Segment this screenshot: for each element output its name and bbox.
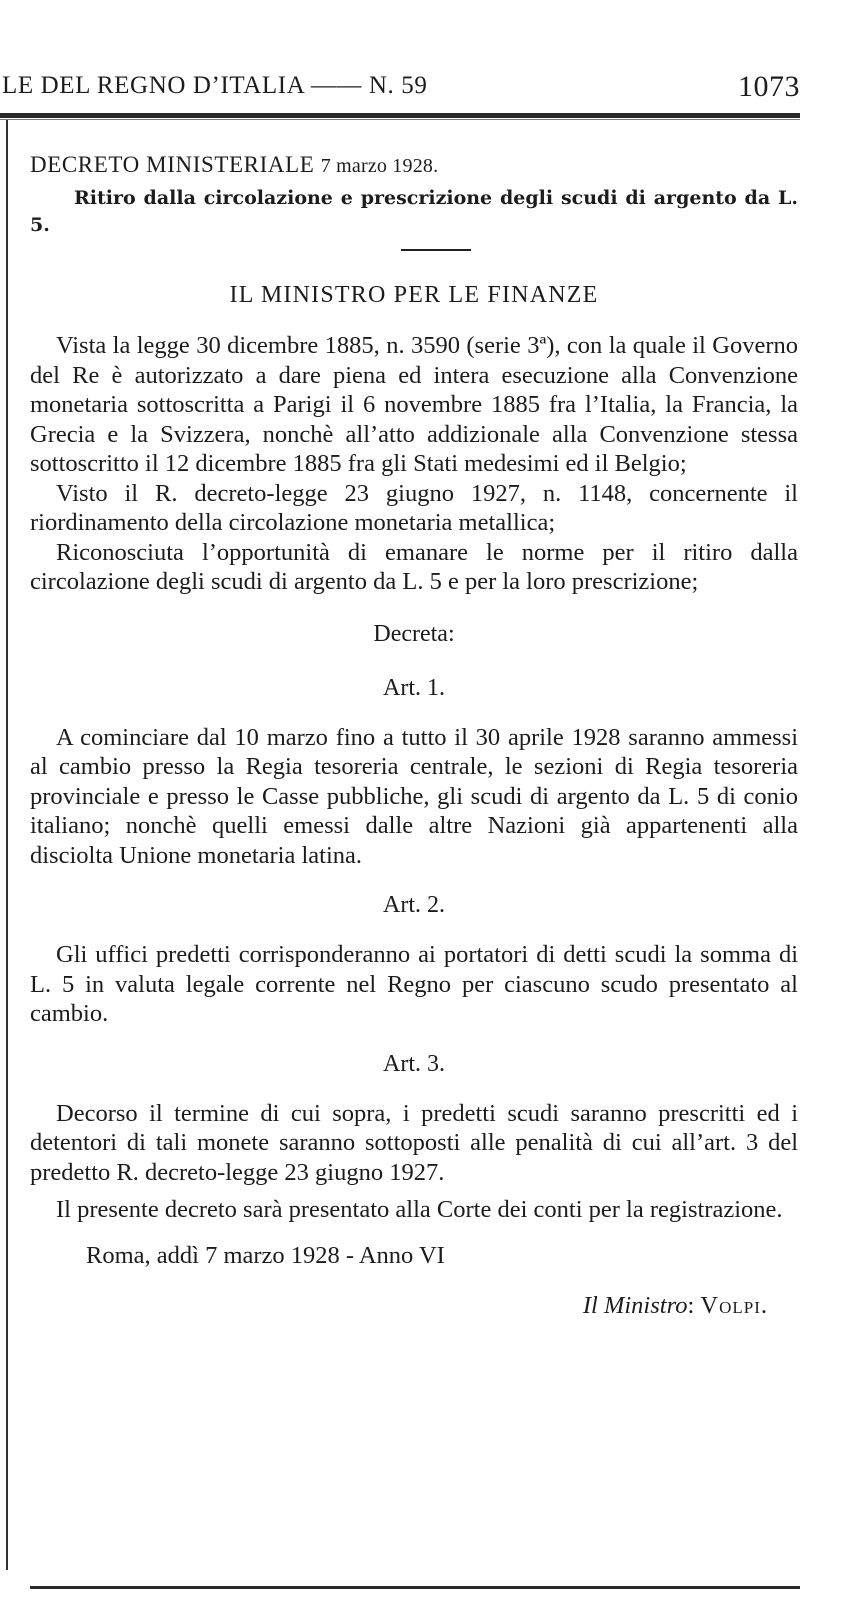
signatory-role: Il Ministro xyxy=(582,1291,688,1319)
issuing-authority: IL MINISTRO PER LE FINANZE xyxy=(229,282,599,308)
preamble-paragraph: Vista la legge 30 dicembre 1885, n. 3590 (serie 3ª), con la quale il Governo del Re è autorizzato a dare piena ed intera esecuzione alla Convenzione monetaria sottoscritta a Parigi il 6 novembre 1885 fra l’Italia, la Francia, la Grecia e la Svizzera, nonchè all’atto addizionale alla Convenzione stessa sottoscritto il 12 dicembre 1885 fra gli Stati medesimi ed il Belgio; xyxy=(30,332,798,477)
preamble-paragraph: Riconosciuta l’opportunità di emanare le norme per il ritiro dalla circolazione degli scudi di argento da L. 5 e per la loro prescrizione; xyxy=(30,538,798,595)
article-heading: Art. 2. xyxy=(383,892,445,918)
article-text: Decorso il termine di cui sopra, i predetti scudi saranno prescritti ed i detentori di tali monete saranno sottoposti alle penalità di cui all’art. 3 del predetto R. decreto-legge 23 giugno 1927. xyxy=(30,1099,798,1186)
article-heading: Art. 3. xyxy=(383,1050,445,1077)
article-text: Gli uffici predetti corrisponderanno ai portatori di detti scudi la somma di L. 5 in valuta legale corrente nel Regno per ciascuno scudo presentato al cambio. xyxy=(30,941,798,1027)
decree-heading xyxy=(30,150,798,181)
decree-body xyxy=(30,150,798,1321)
signature-separator: : xyxy=(687,1291,695,1319)
section-divider xyxy=(401,249,471,251)
page-number: 1073 xyxy=(738,70,800,103)
place-and-date: Roma, addì 7 marzo 1928 - Anno VI xyxy=(86,1241,445,1269)
decreta-heading: Decreta: xyxy=(373,620,455,647)
signature xyxy=(30,1291,798,1321)
article-heading: Art. 1. xyxy=(383,674,445,701)
article-text: A cominciare dal 10 marzo fino a tutto il 30 aprile 1928 saranno ammessi al cambio presso la Regia tesoreria centrale, le sezioni di Regia tesoreria provinciale e presso le Casse pubbliche, gli scudi di argento da L. 5 di conio italiano; nonchè quelli emessi dalle altre Nazioni già appartenenti alla disciolta Unione monetaria latina. xyxy=(30,723,798,869)
running-head: LE DEL REGNO D’ITALIA —— N. 59 xyxy=(2,72,428,99)
page-header xyxy=(0,70,800,110)
signatory-name: Volpi. xyxy=(700,1291,768,1319)
decree-date: 7 marzo 1928. xyxy=(320,155,439,177)
decree-type: DECRETO MINISTERIALE xyxy=(30,152,315,177)
footer-rule xyxy=(30,1586,800,1589)
preamble-paragraph: Visto il R. decreto-legge 23 giugno 1927, n. 1148, concernente il riordinamento della circolazione monetaria metallica; xyxy=(30,479,798,536)
margin-rule xyxy=(6,120,8,1570)
decree-subject: Ritiro dalla circolazione e prescrizione degli scudi di argento da L. 5. xyxy=(30,187,798,236)
header-rule xyxy=(0,113,800,118)
final-provision: Il presente decreto sarà presentato alla Corte dei conti per la registrazione. xyxy=(56,1196,783,1223)
